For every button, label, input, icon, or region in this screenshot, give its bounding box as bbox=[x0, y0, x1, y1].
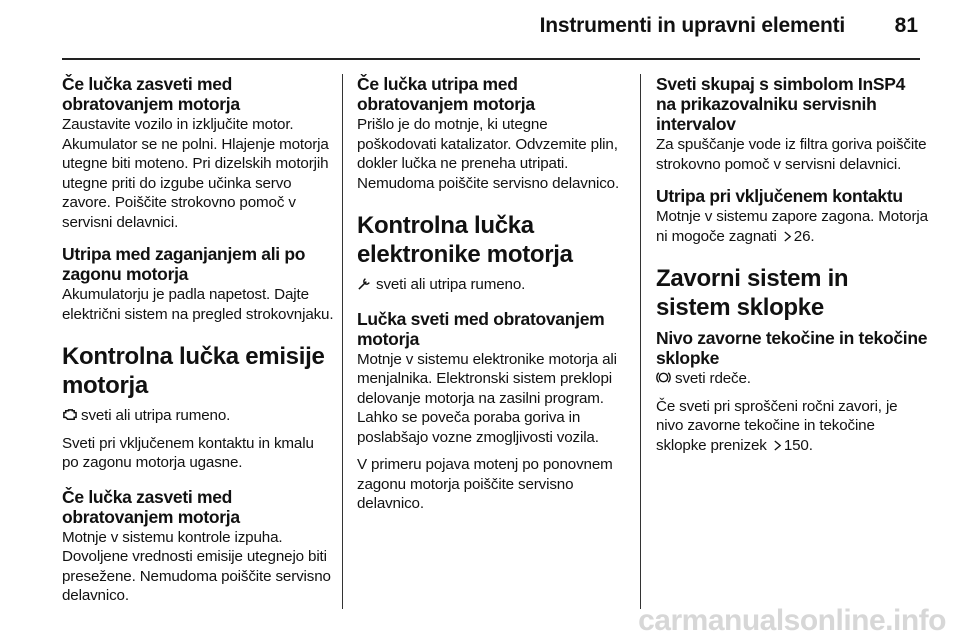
page-number: 81 bbox=[894, 14, 918, 37]
section-heading: Če lučka zasveti med obratovanjem motorja bbox=[62, 486, 240, 527]
symbol-text: sveti ali utripa rumeno. bbox=[376, 276, 526, 293]
symbol-text: sveti ali utripa rumeno. bbox=[81, 407, 231, 424]
symbol-line bbox=[656, 369, 928, 389]
section-title-engine-electronics: Kontrolna lučka elektronike motorja bbox=[357, 212, 573, 268]
section-heading: Če lučka zasveti med obratovanjem motorja bbox=[62, 74, 240, 114]
column-3 bbox=[656, 74, 928, 467]
section-text: Akumulatorju je padla napetost. Dajte električni sistem na pregled strokovnjaku. bbox=[62, 286, 334, 323]
page-reference[interactable]: 26. bbox=[793, 227, 815, 245]
section-heading: Utripa pri vključenem kontaktu bbox=[656, 186, 903, 206]
header-rule bbox=[62, 58, 920, 60]
header-title: Instrumenti in upravni elementi bbox=[539, 14, 845, 37]
symbol-line bbox=[357, 275, 627, 295]
wrench-icon bbox=[357, 276, 372, 291]
brake-warning-icon bbox=[656, 370, 671, 385]
section-text: Za spuščanje vode iz filtra goriva poiščite strokovno pomoč v servisni delavnici. bbox=[656, 136, 927, 173]
watermark: carmanualsonline.info bbox=[638, 604, 946, 637]
section-text: Motnje v sistemu kontrole izpuha. Dovoljene vrednosti emisije utegnejo biti presežene. Nemudoma poiščite servisno delavnico. bbox=[62, 528, 331, 604]
section-heading: Nivo zavorne tekočine in tekočine sklopke bbox=[656, 328, 928, 368]
section-blinking-running bbox=[357, 74, 627, 193]
symbol-text: sveti rdeče. bbox=[675, 370, 751, 387]
section-charge-warning-start bbox=[62, 244, 334, 324]
section-blinking-ignition bbox=[656, 186, 928, 246]
section-lamp-on-running bbox=[357, 309, 627, 514]
column-1 bbox=[62, 74, 334, 618]
section-heading: Sveti skupaj s simbolom InSP4 na prikazovalniku servisnih intervalov bbox=[656, 74, 906, 134]
section-text-part: Če sveti pri sproščeni ročni zavori, je nivo zavorne tekočine in tekočine sklopke prenizek bbox=[656, 397, 898, 454]
section-heading: Utripa med zaganjanjem ali po zagonu motorja bbox=[62, 244, 306, 284]
section-insp4 bbox=[656, 74, 928, 174]
column-divider-2 bbox=[640, 74, 641, 609]
symbol-line bbox=[62, 406, 334, 426]
page-reference-arrow-icon bbox=[773, 440, 782, 451]
page-reference[interactable]: 150. bbox=[783, 436, 813, 454]
section-heading: Lučka sveti med obratovanjem motorja bbox=[357, 308, 605, 349]
section-brake-fluid bbox=[656, 328, 928, 455]
section-text bbox=[656, 397, 928, 456]
column-divider-1 bbox=[342, 74, 343, 609]
section-title-brake-system: Zavorni sistem in sistem sklopke bbox=[656, 265, 849, 321]
section-heading: Če lučka utripa med obratovanjem motorja bbox=[357, 74, 535, 114]
section-emission-running bbox=[62, 487, 334, 606]
section-title-emission: Kontrolna lučka emisije motorja bbox=[62, 343, 325, 399]
section-text bbox=[656, 207, 928, 246]
section-text: V primeru pojava motenj po ponovnem zagonu motorja poiščite servisno delavnico. bbox=[357, 456, 613, 512]
section-charge-warning-running bbox=[62, 74, 334, 232]
section-text: Prišlo je do motnje, ki utegne poškodovati katalizator. Odvzemite plin, dokler lučka ne preneha utripati. Nemudoma poiščite servisno delavnico. bbox=[357, 116, 620, 192]
section-text: Zaustavite vozilo in izključite motor. Akumulator se ne polni. Hlajenje motorja utegne biti moteno. Pri dizelskih motorjih utegne priti do izgube učinka servo zavore. Poiščite strokovno pomoč v servisni delavnici. bbox=[62, 116, 329, 231]
engine-check-icon bbox=[62, 407, 77, 422]
section-text-part: Motnje v sistemu zapore zagona. Motorja ni mogoče zagnati bbox=[656, 208, 928, 245]
section-text: Motnje v sistemu elektronike motorja ali menjalnika. Elektronski sistem preklopi delovanje motorja na zasilni program. Lahko se poveča poraba goriva in poslabšajo vozne zmogljivosti vozila. bbox=[357, 350, 617, 446]
section-text: Sveti pri vključenem kontaktu in kmalu po zagonu motorja ugasne. bbox=[62, 434, 314, 471]
column-2 bbox=[357, 74, 627, 526]
page-reference-arrow-icon bbox=[783, 231, 792, 242]
